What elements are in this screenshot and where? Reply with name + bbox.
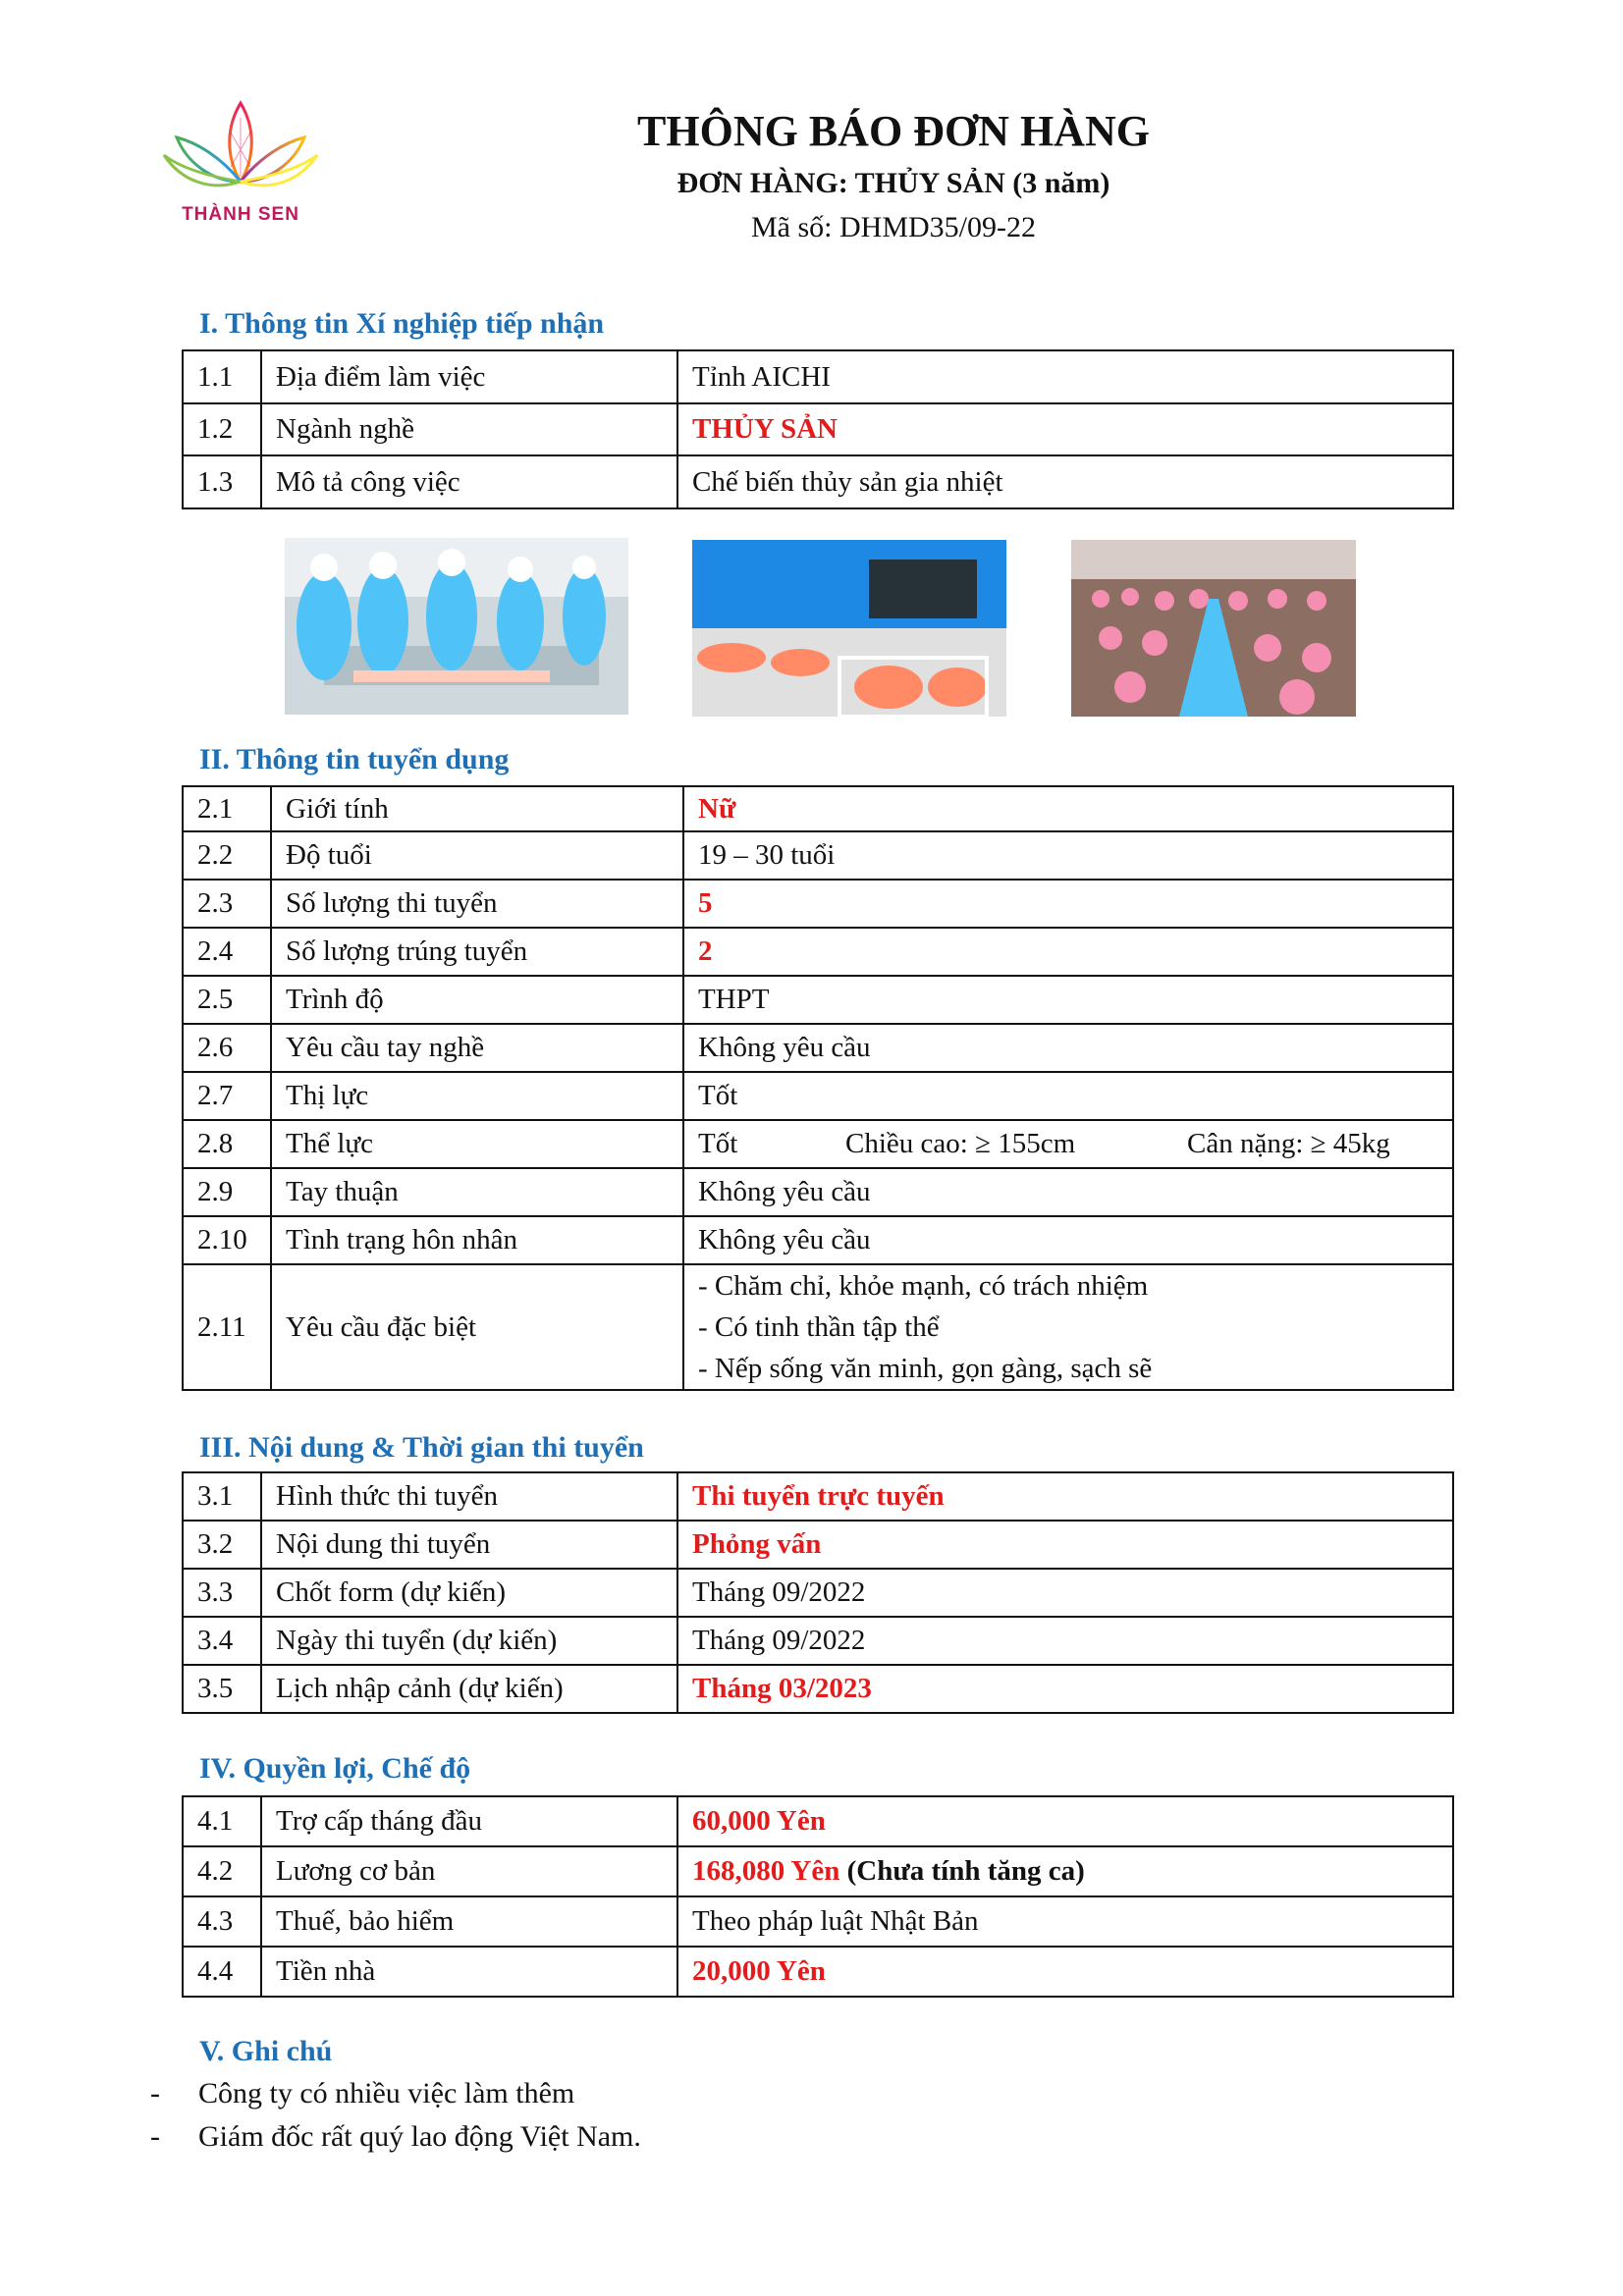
note-item: Công ty có nhiều việc làm thêm xyxy=(198,2077,575,2109)
bullet: - xyxy=(150,2120,160,2153)
requirement-line: - Nếp sống văn minh, gọn gàng, sạch sẽ xyxy=(698,1353,1153,1384)
table-row xyxy=(183,1521,1453,1569)
row-label: Yêu cầu đặc biệt xyxy=(271,1264,683,1390)
table-row xyxy=(183,1264,1453,1390)
order-code: Mã số: DHMD35/09-22 xyxy=(751,211,1036,243)
section4-title: IV. Quyền lợi, Chế độ xyxy=(199,1752,471,1785)
row-number: 1.2 xyxy=(183,403,261,455)
table-row xyxy=(183,1896,1453,1947)
row-number: 2.1 xyxy=(183,786,271,831)
row-label: Ngày thi tuyển (dự kiến) xyxy=(261,1617,677,1665)
row-value: Tháng 03/2023 xyxy=(677,1665,1453,1713)
logo-text: THÀNH SEN xyxy=(182,204,299,225)
row-label: Chốt form (dự kiến) xyxy=(261,1569,677,1617)
row-value: Thi tuyển trực tuyến xyxy=(677,1472,1453,1521)
row-value: Phỏng vấn xyxy=(677,1521,1453,1569)
section5-title: V. Ghi chú xyxy=(199,2035,333,2067)
table-row xyxy=(183,1617,1453,1665)
row-number: 4.4 xyxy=(183,1947,261,1997)
table-row xyxy=(183,928,1453,976)
factory-photo-1 xyxy=(285,538,628,715)
row-value xyxy=(683,1120,1453,1168)
row-value: Tháng 09/2022 xyxy=(677,1569,1453,1617)
bullet: - xyxy=(150,2077,160,2109)
row-number: 2.9 xyxy=(183,1168,271,1216)
table-row xyxy=(183,976,1453,1024)
table-row xyxy=(183,1569,1453,1617)
row-label: Tiền nhà xyxy=(261,1947,677,1997)
table-row xyxy=(183,1796,1453,1846)
row-number: 2.8 xyxy=(183,1120,271,1168)
row-number: 2.10 xyxy=(183,1216,271,1264)
row-label: Thuế, bảo hiểm xyxy=(261,1896,677,1947)
row-label: Độ tuổi xyxy=(271,831,683,880)
factory-photo-3 xyxy=(1071,540,1356,717)
table-row xyxy=(183,1665,1453,1713)
factory-photo-2 xyxy=(692,540,1006,717)
row-number: 2.6 xyxy=(183,1024,271,1072)
table-row xyxy=(183,1168,1453,1216)
row-label: Mô tả công việc xyxy=(261,455,677,508)
table-row xyxy=(183,1072,1453,1120)
section3-table xyxy=(182,1471,1454,1714)
row-number: 2.3 xyxy=(183,880,271,928)
row-value: Nữ xyxy=(683,786,1453,831)
row-number: 4.3 xyxy=(183,1896,261,1947)
section4-table xyxy=(182,1795,1454,1998)
row-value: 20,000 Yên xyxy=(677,1947,1453,1997)
row-label: Thị lực xyxy=(271,1072,683,1120)
table-row xyxy=(183,403,1453,455)
salary-note: (Chưa tính tăng ca) xyxy=(846,1855,1085,1888)
row-number: 3.2 xyxy=(183,1521,261,1569)
row-number: 1.1 xyxy=(183,350,261,403)
fitness-value: Tốt xyxy=(698,1128,738,1160)
row-label: Số lượng thi tuyển xyxy=(271,880,683,928)
requirement-line: - Có tinh thần tập thể xyxy=(698,1311,940,1343)
row-label: Yêu cầu tay nghề xyxy=(271,1024,683,1072)
row-value: 2 xyxy=(683,928,1453,976)
row-label: Địa điểm làm việc xyxy=(261,350,677,403)
row-number: 4.1 xyxy=(183,1796,261,1846)
row-label: Tay thuận xyxy=(271,1168,683,1216)
row-number: 2.4 xyxy=(183,928,271,976)
row-value: Không yêu cầu xyxy=(683,1024,1453,1072)
row-label: Thể lực xyxy=(271,1120,683,1168)
row-value: Chế biến thủy sản gia nhiệt xyxy=(677,455,1453,508)
table-row xyxy=(183,1947,1453,1997)
section3-title: III. Nội dung & Thời gian thi tuyển xyxy=(199,1431,644,1464)
row-value: Theo pháp luật Nhật Bản xyxy=(677,1896,1453,1947)
height-requirement: Chiều cao: ≥ 155cm xyxy=(845,1128,1076,1160)
row-label: Lương cơ bản xyxy=(261,1846,677,1896)
row-number: 2.2 xyxy=(183,831,271,880)
table-row xyxy=(183,1120,1453,1168)
page-subtitle: ĐƠN HÀNG: THỦY SẢN (3 năm) xyxy=(676,167,1110,199)
row-number: 4.2 xyxy=(183,1846,261,1896)
table-row xyxy=(183,880,1453,928)
row-number: 3.4 xyxy=(183,1617,261,1665)
row-value: Tháng 09/2022 xyxy=(677,1617,1453,1665)
row-value: Không yêu cầu xyxy=(683,1216,1453,1264)
row-value: Tỉnh AICHI xyxy=(677,350,1453,403)
row-label: Nội dung thi tuyển xyxy=(261,1521,677,1569)
row-value: Tốt xyxy=(683,1072,1453,1120)
row-label: Số lượng trúng tuyển xyxy=(271,928,683,976)
table-row xyxy=(183,1846,1453,1896)
row-number: 3.1 xyxy=(183,1472,261,1521)
row-value xyxy=(683,1264,1453,1390)
row-value: 60,000 Yên xyxy=(677,1796,1453,1846)
table-row xyxy=(183,1216,1453,1264)
table-row xyxy=(183,1024,1453,1072)
row-number: 2.11 xyxy=(183,1264,271,1390)
row-number: 3.5 xyxy=(183,1665,261,1713)
row-label: Hình thức thi tuyển xyxy=(261,1472,677,1521)
row-label: Tình trạng hôn nhân xyxy=(271,1216,683,1264)
page-title: THÔNG BÁO ĐƠN HÀNG xyxy=(637,107,1150,155)
row-label: Giới tính xyxy=(271,786,683,831)
row-number: 1.3 xyxy=(183,455,261,508)
section1-table xyxy=(182,349,1454,509)
row-value: 5 xyxy=(683,880,1453,928)
row-value: THỦY SẢN xyxy=(677,403,1453,455)
weight-requirement: Cân nặng: ≥ 45kg xyxy=(1187,1128,1390,1160)
row-value: Không yêu cầu xyxy=(683,1168,1453,1216)
table-row xyxy=(183,831,1453,880)
row-value: 19 – 30 tuổi xyxy=(683,831,1453,880)
row-number: 2.5 xyxy=(183,976,271,1024)
salary-value: 168,080 Yên xyxy=(692,1855,840,1888)
row-label: Lịch nhập cảnh (dự kiến) xyxy=(261,1665,677,1713)
table-row xyxy=(183,1472,1453,1521)
row-label: Ngành nghề xyxy=(261,403,677,455)
table-row xyxy=(183,786,1453,831)
section2-title: II. Thông tin tuyển dụng xyxy=(199,743,510,775)
table-row xyxy=(183,350,1453,403)
row-label: Trình độ xyxy=(271,976,683,1024)
row-label: Trợ cấp tháng đầu xyxy=(261,1796,677,1846)
requirement-line: - Chăm chỉ, khỏe mạnh, có trách nhiệm xyxy=(698,1270,1149,1302)
table-row xyxy=(183,455,1453,508)
row-value: THPT xyxy=(683,976,1453,1024)
row-value xyxy=(677,1846,1453,1896)
section2-table xyxy=(182,785,1454,1391)
row-number: 2.7 xyxy=(183,1072,271,1120)
section1-title: I. Thông tin Xí nghiệp tiếp nhận xyxy=(199,307,605,340)
note-item: Giám đốc rất quý lao động Việt Nam. xyxy=(198,2120,641,2153)
row-number: 3.3 xyxy=(183,1569,261,1617)
